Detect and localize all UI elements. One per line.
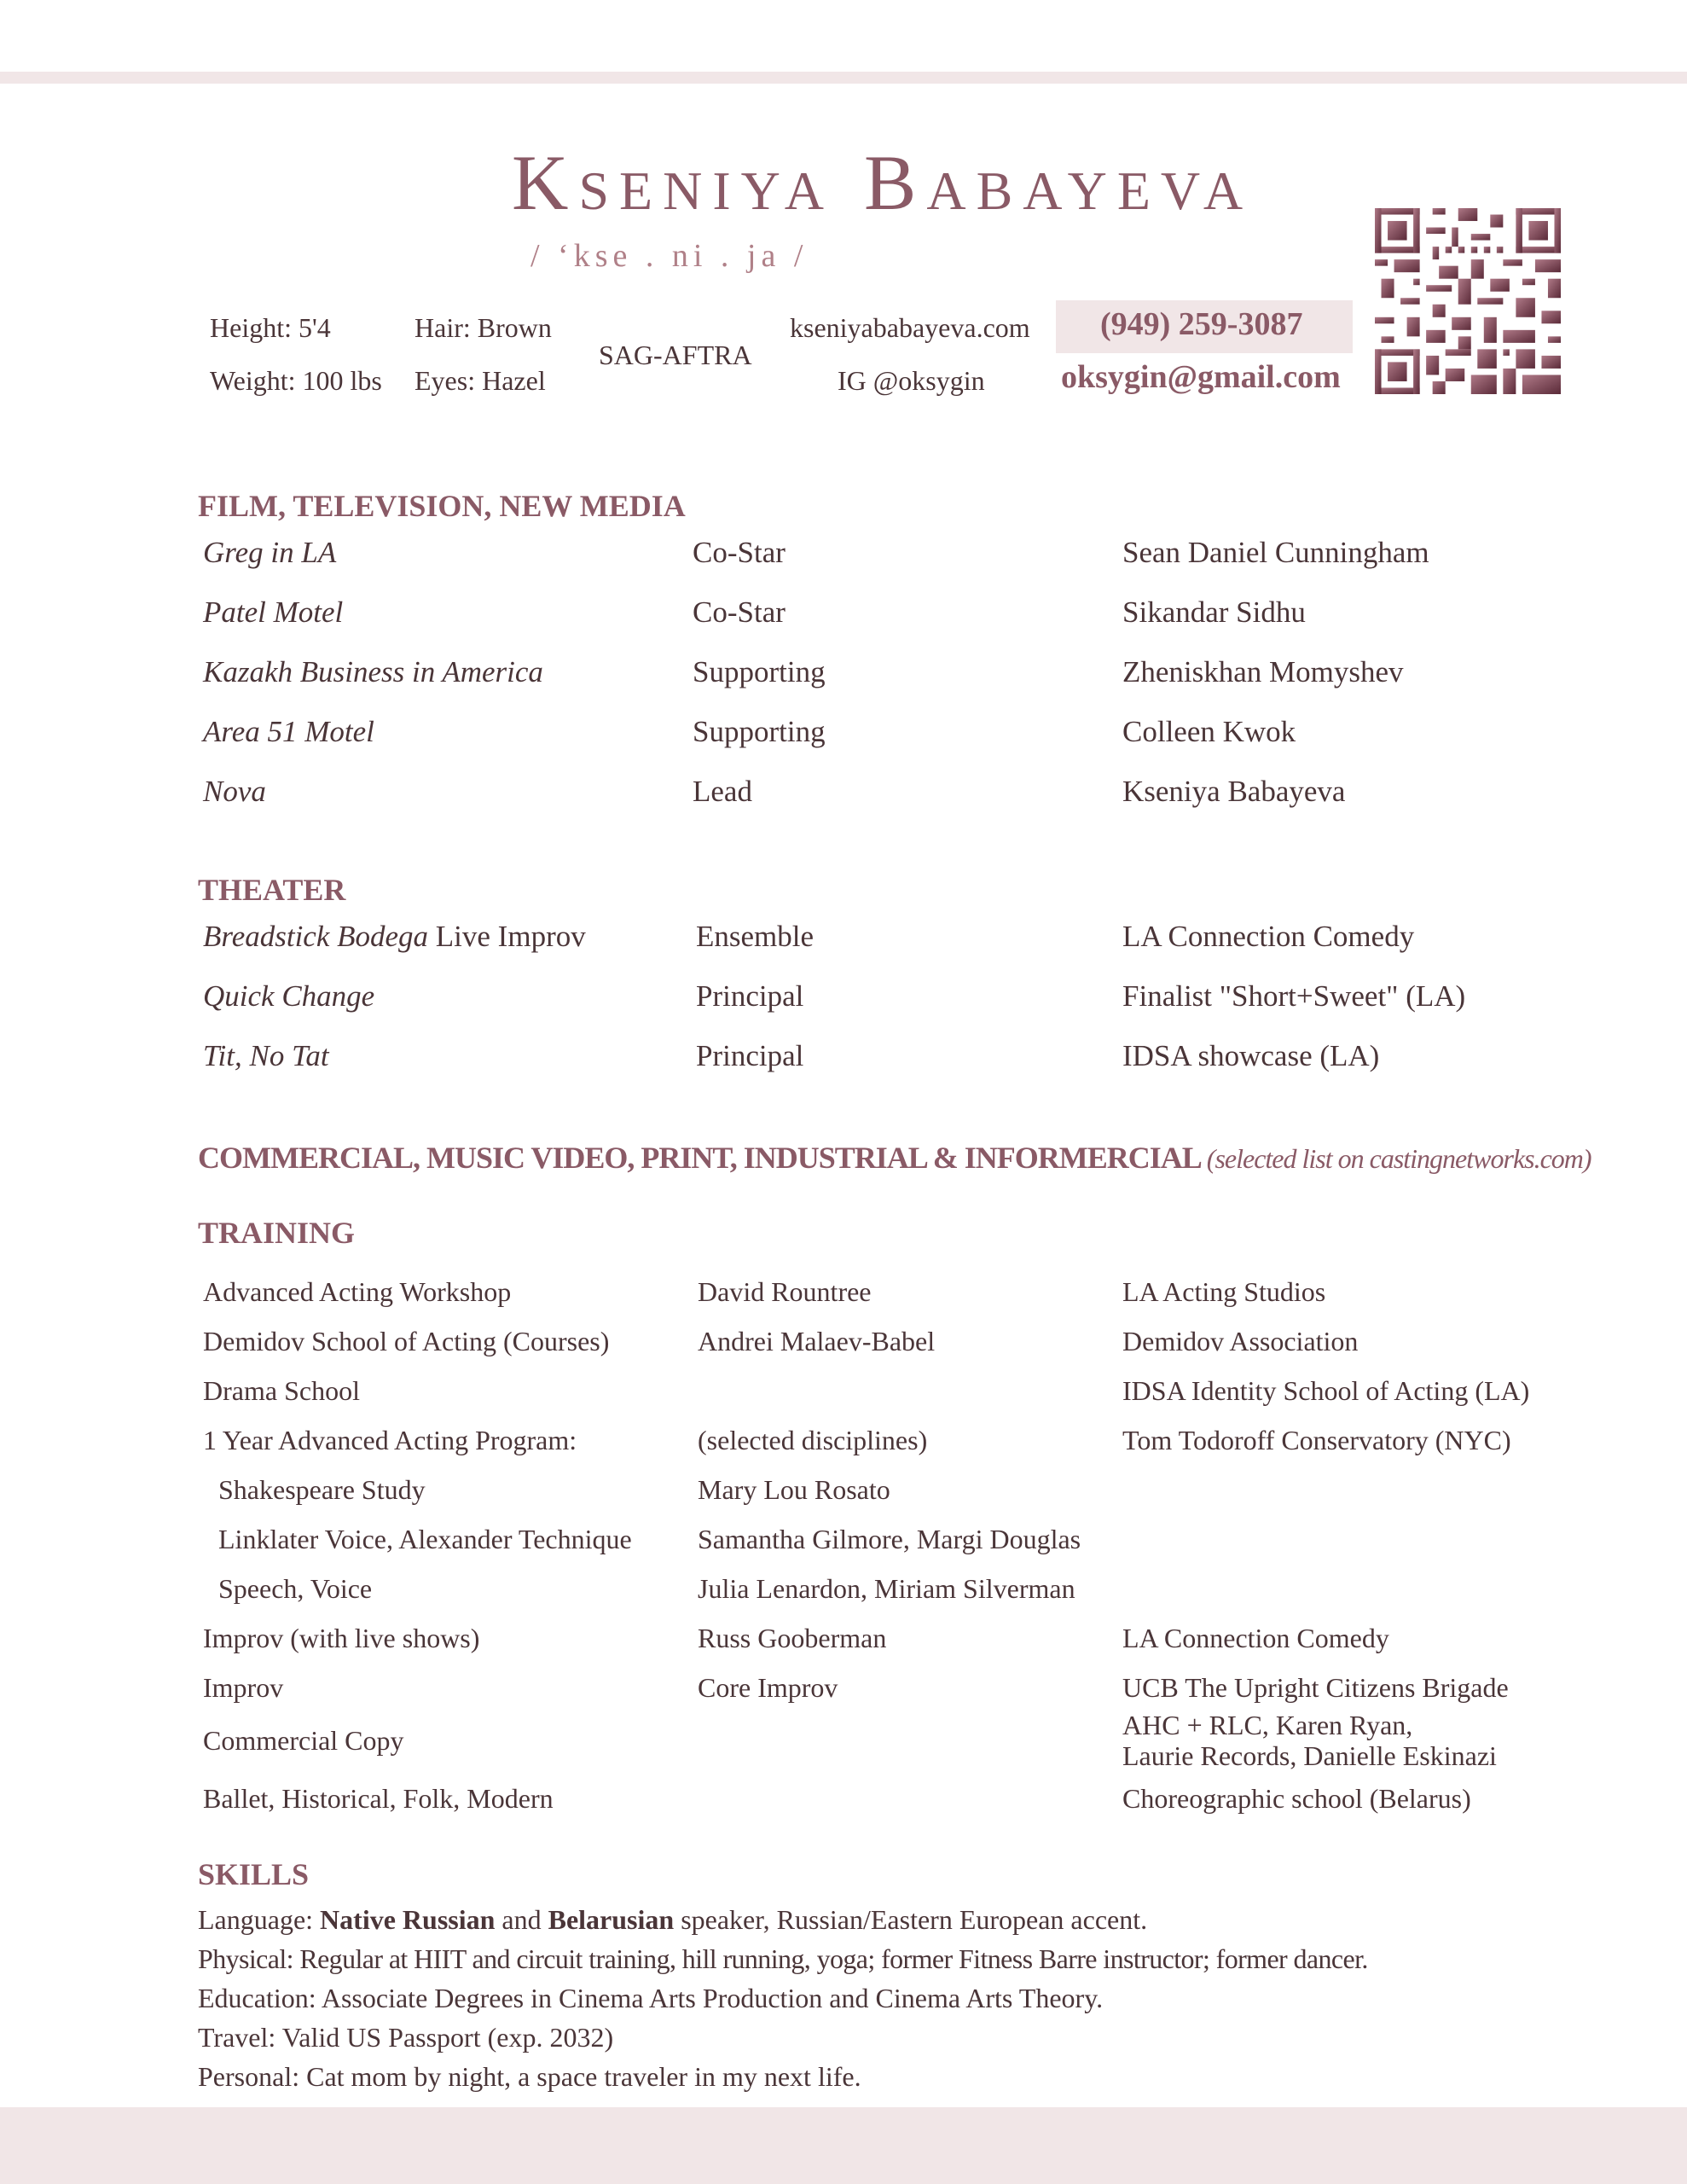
training-course: Drama School xyxy=(203,1375,360,1406)
training-course: Shakespeare Study xyxy=(218,1474,426,1505)
training-course: Improv (with live shows) xyxy=(203,1623,480,1653)
training-row xyxy=(203,1573,1568,1612)
eyes-stat: Eyes: Hazel xyxy=(415,365,546,396)
training-school: LA Connection Comedy xyxy=(1122,1623,1389,1653)
film-row xyxy=(203,715,1568,759)
film-title: Area 51 Motel xyxy=(203,715,374,748)
website-link[interactable]: kseniyababayeva.com xyxy=(790,312,1030,343)
training-row xyxy=(203,1425,1568,1464)
training-school: AHC + RLC, Karen Ryan, xyxy=(1122,1710,1413,1740)
training-teacher: Mary Lou Rosato xyxy=(698,1474,890,1505)
training-course: Speech, Voice xyxy=(218,1573,373,1604)
commercial-note: (selected list on castingnetworks.com) xyxy=(1206,1143,1591,1174)
name-pronunciation: / ‘kse . ni . ja / xyxy=(530,238,809,274)
training-course: Improv xyxy=(203,1672,284,1703)
theater-venue: Finalist "Short+Sweet" (LA) xyxy=(1122,979,1466,1013)
film-title: Patel Motel xyxy=(203,595,344,629)
theater-title: Breadstick Bodega Live Improv xyxy=(203,920,586,953)
instagram-handle[interactable]: IG @oksygin xyxy=(838,365,985,396)
email-address[interactable]: oksygin@gmail.com xyxy=(1061,359,1341,395)
theater-role: Principal xyxy=(696,1039,804,1072)
film-role: Co-Star xyxy=(693,595,786,629)
training-row xyxy=(203,1524,1568,1563)
film-title: Nova xyxy=(203,775,266,808)
training-section-heading: TRAINING xyxy=(198,1216,356,1250)
skill-education: Education: Associate Degrees in Cinema Arts Production and Cinema Arts Theory. xyxy=(198,1983,1104,2013)
weight-stat: Weight: 100 lbs xyxy=(210,365,382,396)
training-row xyxy=(203,1672,1568,1711)
film-role: Co-Star xyxy=(693,536,786,569)
skill-travel: Travel: Valid US Passport (exp. 2032) xyxy=(198,2022,614,2053)
training-teacher: (selected disciplines) xyxy=(698,1425,928,1455)
film-director: Sikandar Sidhu xyxy=(1122,595,1306,629)
theater-title: Quick Change xyxy=(203,979,375,1013)
union-label: SAG-AFTRA xyxy=(599,340,752,370)
training-course: Advanced Acting Workshop xyxy=(203,1276,512,1307)
training-row xyxy=(203,1783,1568,1822)
training-school-stack xyxy=(203,1710,1568,1778)
qr-code-icon[interactable] xyxy=(1375,208,1561,394)
film-role: Supporting xyxy=(693,715,826,748)
training-school: UCB The Upright Citizens Brigade xyxy=(1122,1672,1509,1703)
theater-venue: LA Connection Comedy xyxy=(1122,920,1415,953)
film-director: Colleen Kwok xyxy=(1122,715,1296,748)
skills-section-heading: SKILLS xyxy=(198,1857,310,1891)
film-director: Zheniskhan Momyshev xyxy=(1122,655,1404,688)
training-teacher: David Rountree xyxy=(698,1276,872,1307)
training-teacher: Julia Lenardon, Miriam Silverman xyxy=(698,1573,1075,1604)
skill-personal: Personal: Cat mom by night, a space traveler in my next life. xyxy=(198,2061,861,2092)
film-row xyxy=(203,595,1568,640)
training-row xyxy=(203,1276,1568,1316)
training-school: LA Acting Studios xyxy=(1122,1276,1326,1307)
training-course: 1 Year Advanced Acting Program: xyxy=(203,1425,577,1455)
film-section-heading: FILM, TELEVISION, NEW MEDIA xyxy=(198,489,686,523)
training-course: Demidov School of Acting (Courses) xyxy=(203,1326,610,1356)
film-role: Supporting xyxy=(693,655,826,688)
training-row xyxy=(203,1326,1568,1365)
theater-role: Principal xyxy=(696,979,804,1013)
training-teacher: Andrei Malaev-Babel xyxy=(698,1326,936,1356)
training-course: Ballet, Historical, Folk, Modern xyxy=(203,1783,554,1814)
film-row xyxy=(203,775,1568,819)
hair-stat: Hair: Brown xyxy=(415,312,552,343)
theater-row xyxy=(203,920,1568,964)
commercial-section-heading: COMMERCIAL, MUSIC VIDEO, PRINT, INDUSTRIAL & INFORMERCIAL (selected list on castingnetworks.com) xyxy=(198,1141,1591,1175)
training-row xyxy=(203,1375,1568,1414)
skill-language: Language: Native Russian and Belarusian speaker, Russian/Eastern European accent. xyxy=(198,1904,1148,1935)
height-stat: Height: 5'4 xyxy=(210,312,331,343)
actor-name: Kseniya Babayeva xyxy=(512,139,1254,226)
film-row xyxy=(203,655,1568,700)
film-row xyxy=(203,536,1568,580)
film-role: Lead xyxy=(693,775,752,808)
theater-title: Tit, No Tat xyxy=(203,1039,329,1072)
training-course: Commercial Copy xyxy=(203,1725,404,1756)
theater-section-heading: THEATER xyxy=(198,873,346,907)
top-decorative-bar xyxy=(0,72,1687,84)
training-row xyxy=(203,1623,1568,1662)
theater-row xyxy=(203,1039,1568,1083)
film-title: Kazakh Business in America xyxy=(203,655,543,688)
training-school: IDSA Identity School of Acting (LA) xyxy=(1122,1375,1530,1406)
film-title: Greg in LA xyxy=(203,536,337,569)
training-teacher: Samantha Gilmore, Margi Douglas xyxy=(698,1524,1081,1554)
bottom-decorative-bar xyxy=(0,2107,1687,2184)
training-school-line2: Laurie Records, Danielle Eskinazi xyxy=(1122,1740,1497,1771)
training-teacher: Core Improv xyxy=(698,1672,838,1703)
training-row xyxy=(203,1474,1568,1513)
film-director: Kseniya Babayeva xyxy=(1122,775,1346,808)
training-course: Linklater Voice, Alexander Technique xyxy=(218,1524,632,1554)
phone-number[interactable]: (949) 259-3087 xyxy=(1100,306,1303,342)
training-school: Choreographic school (Belarus) xyxy=(1122,1783,1471,1814)
film-director: Sean Daniel Cunningham xyxy=(1122,536,1429,569)
training-school: Demidov Association xyxy=(1122,1326,1359,1356)
training-teacher: Russ Gooberman xyxy=(698,1623,887,1653)
theater-row xyxy=(203,979,1568,1024)
training-school: Tom Todoroff Conservatory (NYC) xyxy=(1122,1425,1511,1455)
skill-physical: Physical: Regular at HIIT and circuit training, hill running, yoga; former Fitness Barre instructor; former dancer. xyxy=(198,1943,1368,1974)
theater-venue: IDSA showcase (LA) xyxy=(1122,1039,1380,1072)
theater-role: Ensemble xyxy=(696,920,815,953)
